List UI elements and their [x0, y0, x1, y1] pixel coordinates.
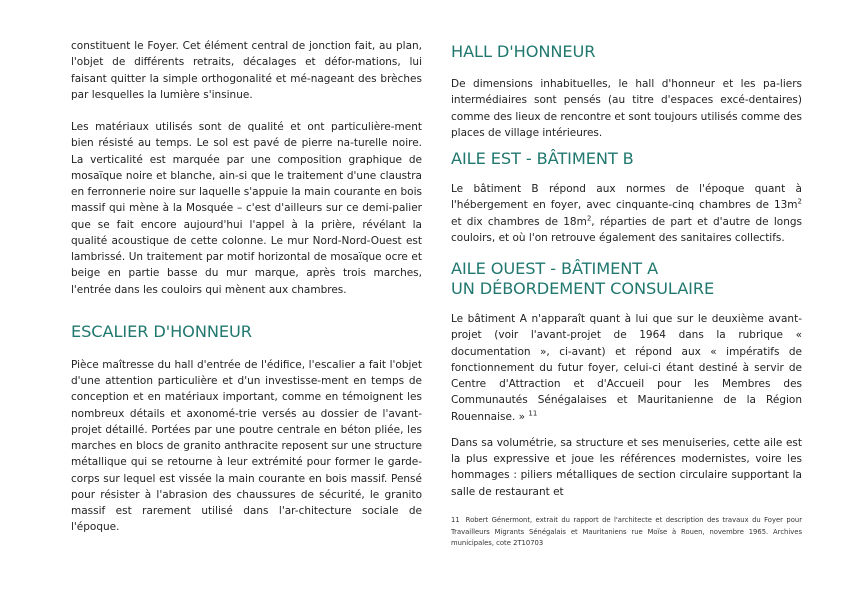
right-column	[451, 42, 802, 500]
footnote-reference: 11	[528, 409, 538, 417]
right-paragraph-3-text: Le bâtiment A n'apparaît quant à lui que sur le deuxième avant-projet (voir l'avant-projet de 1964 dans la rubrique « documentation », ci-avant) et répond aux « impératifs de fonctionnement du futur foyer, celui-ci étant destiné à servir de Centre d'Attraction et d'Accueil pour les Membres des Communautés Sénégalaises et Mauritanienne de la Région Rouennaise. »	[451, 313, 802, 423]
footnote	[451, 515, 802, 550]
right-paragraph-2-part-c: , réparties de part et d'autre de longs couloirs, et où l'on retrouve également des sanitaires collectifs.	[451, 215, 802, 244]
heading-aile-ouest	[451, 259, 802, 299]
heading-hall-honneur: HALL D'HONNEUR	[451, 42, 596, 61]
left-column	[71, 38, 422, 536]
right-paragraph-3	[451, 311, 802, 425]
superscript-squared: 2	[586, 214, 592, 222]
footnote-number: 11	[451, 516, 460, 524]
footnote-text: Robert Génermont, extrait du rapport de l'architecte et description des travaux du Foyer pour Travailleurs Migrants Sénégalais et Mauritaniens rue Moïse à Rouen, novembre 1965. Archives municipales, cote 2T10703	[451, 516, 802, 547]
left-paragraph-1: constituent le Foyer. Cet élément central de jonction fait, au plan, l'objet de différents retraits, décalages et défor-mations, lui faisant quitter la simple orthogonalité et mé-nageant des brèches par lesquelles la lumière s'insinue.	[71, 40, 422, 101]
left-paragraph-2: Les matériaux utilisés sont de qualité et ont particulière-ment bien résisté au temps. Le sol est pavé de pierre na-turelle noire. La verticalité est marquée par une composition graphique de mosaïque noire et blanche, ain-si que le traitement d'une claustra en ferronnerie noire sur laquelle s'appuie la main courante en bois massif qui mène à la Mosquée – c'est d'ailleurs sur ce demi-palier que se fait encore aujourd'hui l'appel à la prière, révélant la qualité acoustique de cette colonne. Le mur Nord-Nord-Ouest est lambrissé. Un traitement par motif horizontal de mosaïque ocre et beige en partie basse du mur marque, après trois marches, l'entrée dans les couloirs qui mènent aux chambres.	[71, 121, 422, 296]
heading-escalier-honneur: ESCALIER D'HONNEUR	[71, 321, 252, 341]
heading-aile-ouest-line-1: AILE OUEST - BÂTIMENT A	[451, 259, 659, 278]
heading-aile-ouest-line-2: UN DÉBORDEMENT CONSULAIRE	[451, 279, 715, 298]
right-paragraph-1: De dimensions inhabituelles, le hall d'honneur et les pa-liers intermédiaires sont pensés (au titre d'espaces excé-dentaires) comme des lieux de rencontre et sont toujours utilisés comme des places de village intérieures.	[451, 78, 802, 139]
superscript-squared: 2	[797, 197, 802, 206]
right-paragraph-2-part-a: Le bâtiment B répond aux normes de l'époque quant à l'hébergement en foyer, avec cinquante-cinq chambres de 13m	[451, 183, 802, 212]
left-paragraph-3: Pièce maîtresse du hall d'entrée de l'édifice, l'escalier a fait l'objet d'une attention particulière et d'un investisse-ment en temps de conception et en matériaux important, comme en témoignent les nombreux détails et axonomé-trie versés au dossier de l'avant-projet détaillé. Portées par une poutre centrale en béton pliée, les marches en blocs de granito anthracite reposent sur une structure métallique qui se retourne à leur extrémité pour former le garde-corps sur lequel est vissée la main courante en bois massif. Pensé pour résister à l'abrasion des chaussures de sécurité, le granito massif est rarement utilisé dans l'ar-chitecture sociale de l'époque.	[71, 358, 422, 534]
heading-aile-est: AILE EST - BÂTIMENT B	[451, 149, 634, 168]
right-paragraph-4: Dans sa volumétrie, sa structure et ses menuiseries, cette aile est la plus expressive et joue les références modernistes, voire les hommages : piliers métalliques de section circulaire supportant la salle de restaurant et	[451, 436, 802, 498]
right-paragraph-2	[451, 181, 802, 246]
right-paragraph-2-part-b: et dix chambres de 18m	[451, 215, 587, 228]
